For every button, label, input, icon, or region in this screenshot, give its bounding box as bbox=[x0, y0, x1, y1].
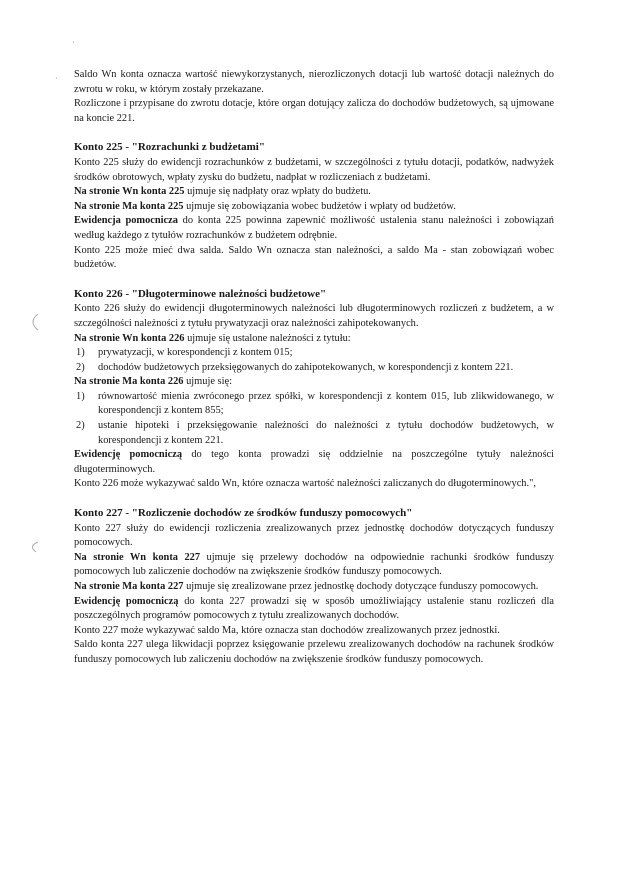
wn-text: ujmuje się przelewy dochodów na odpowiednie rachunki środków funduszy pomocowych lub zaliczenie dochodów na zwiększenie środków funduszy pomocowych. bbox=[74, 551, 555, 578]
list-item-text: prywatyzacji, w korespondencji z kontem 015; bbox=[98, 347, 293, 359]
list-item-text: równowartość mienia zwróconego przez spółki, w korespondencji z kontem 015, lub zlikwidowanego, w korespondencji z kontem 855; bbox=[98, 390, 554, 417]
ma-label: Na stronie Ma konta 225 bbox=[74, 200, 184, 212]
saldo-paragraph: Konto 225 może mieć dwa salda. Saldo Wn oznacza stan należności, a saldo Ma - stan zobowiązań wobec budżetów. bbox=[74, 244, 554, 271]
section-description: Konto 227 służy do ewidencji rozliczenia zrealizowanych przez jednostkę dochodów dotyczących funduszy pomocowych. bbox=[74, 522, 554, 549]
wn-label: Na stronie Wn konta 226 bbox=[74, 332, 185, 344]
ewidencja-label: Ewidencję pomocniczą bbox=[74, 449, 183, 461]
list-item-number: 1) bbox=[76, 347, 85, 359]
section-konto-225 bbox=[74, 140, 554, 272]
ma-paragraph bbox=[74, 200, 554, 215]
section-description: Konto 225 służy do ewidencji rozrachunków z budżetami, w szczególności z tytułu dotacji, podatków, nadwyżek środków obrotowych, wpłaty zysku do budżetu, nadpłat w rozliczeniach z budżetami. bbox=[74, 156, 554, 183]
list-item-number: 2) bbox=[76, 361, 85, 373]
wn-paragraph bbox=[74, 332, 554, 347]
ma-list bbox=[74, 390, 554, 448]
wn-list bbox=[74, 346, 554, 375]
scan-artifact-hole bbox=[24, 312, 40, 332]
wn-label: Na stronie Wn konta 225 bbox=[74, 186, 185, 198]
ewidencja-text: do konta 227 prowadzi się w sposób umożliwiający ustalenie stanu rozliczeń dla poszczególnych programów pomocowych z tytułu zrealizowanych dochodów. bbox=[74, 595, 555, 622]
intro-paragraph-1: Saldo Wn konta oznacza wartość niewykorzystanych, nierozliczonych dotacji lub wartość dotacji należnych do zwrotu w roku, w którym zostały przekazane. bbox=[74, 69, 554, 95]
saldo-paragraph: Konto 226 może wykazywać saldo Wn, które oznacza wartość należności zaliczanych do długoterminowych.", bbox=[74, 478, 536, 490]
ma-label: Na stronie Ma konta 226 bbox=[74, 376, 184, 388]
list-item bbox=[74, 390, 554, 419]
ewidencja-text: do konta 225 powinna zapewnić możliwość ustalenia stanu należności i zobowiązań według każdego z tytułów rozrachunków z budżetem odrębnie. bbox=[74, 215, 554, 241]
list-item bbox=[74, 346, 554, 361]
intro-paragraph-2: Rozliczone i przypisane do zwrotu dotacje, które organ dotujący zalicza do dochodów budżetowych, są ujmowane na koncie 221. bbox=[74, 98, 554, 124]
section-heading: Konto 225 - "Rozrachunki z budżetami" bbox=[74, 141, 265, 154]
scan-speck: · bbox=[55, 74, 58, 83]
ewidencja-paragraph bbox=[74, 595, 554, 624]
ma-paragraph bbox=[74, 375, 554, 390]
section-heading: Konto 226 - "Długoterminowe należności budżetowe" bbox=[74, 287, 327, 300]
section-heading: Konto 227 - "Rozliczenie dochodów ze środków funduszy pomocowych" bbox=[74, 507, 413, 520]
list-item-number: 2) bbox=[76, 420, 85, 432]
ewidencja-label: Ewidencja pomocnicza bbox=[74, 215, 178, 227]
scan-speck: · bbox=[72, 38, 75, 47]
ewidencja-paragraph bbox=[74, 214, 554, 243]
ewidencja-paragraph bbox=[74, 448, 554, 477]
section-konto-226 bbox=[74, 287, 554, 492]
list-item-text: dochodów budżetowych przeksięgowanych do zahipotekowanych, w korespondencji z kontem 221. bbox=[98, 361, 514, 373]
scan-artifact-hole bbox=[24, 540, 40, 554]
list-item bbox=[74, 419, 554, 448]
ewidencja-text: do tego konta prowadzi się oddzielnie na poszczególne tytuły należności długoterminowych. bbox=[74, 449, 554, 475]
ma-paragraph bbox=[74, 580, 554, 595]
section-description: Konto 226 służy do ewidencji długoterminowych należności lub długoterminowych rozliczeń z budżetem, a w szczególności należności z tytułu prywatyzacji oraz należności zahipotekowanych. bbox=[74, 303, 554, 329]
ma-text: ujmuje się zobowiązania wobec budżetów i wpłaty od budżetów. bbox=[183, 200, 456, 212]
saldo-ma-paragraph: Konto 227 może wykazywać saldo Ma, które oznacza stan dochodów zrealizowanych przez jednostki. bbox=[74, 624, 500, 636]
wn-text: ujmuje się nadpłaty oraz wpłaty do budżetu. bbox=[184, 186, 371, 198]
wn-paragraph bbox=[74, 551, 554, 580]
ma-text: ujmuje się: bbox=[183, 376, 232, 388]
ma-label: Na stronie Ma konta 227 bbox=[74, 581, 184, 592]
wn-label: Na stronie Wn konta 227 bbox=[74, 551, 201, 563]
saldo-paragraph: Saldo konta 227 ulega likwidacji poprzez księgowanie przelewu zrealizowanych dochodów na rachunek środków funduszy pomocowych lub zaliczeniu dochodów na zwiększenie środków funduszy pomocowych. bbox=[74, 639, 554, 665]
document-page bbox=[74, 68, 554, 668]
ewidencja-label: Ewidencję pomocniczą bbox=[74, 595, 179, 607]
list-item bbox=[74, 361, 554, 376]
wn-text: ujmuje się ustalone należności z tytułu: bbox=[184, 332, 351, 344]
ma-text: ujmuje się zrealizowane przez jednostkę dochody dotyczące funduszy pomocowych. bbox=[183, 581, 539, 592]
list-item-text: ustanie hipoteki i przeksięgowanie należności do należności z tytułu dochodów budżetowych, w korespondencji z kontem 221. bbox=[98, 420, 554, 446]
section-konto-227 bbox=[74, 506, 554, 668]
list-item-number: 1) bbox=[76, 390, 85, 402]
wn-paragraph bbox=[74, 185, 554, 200]
